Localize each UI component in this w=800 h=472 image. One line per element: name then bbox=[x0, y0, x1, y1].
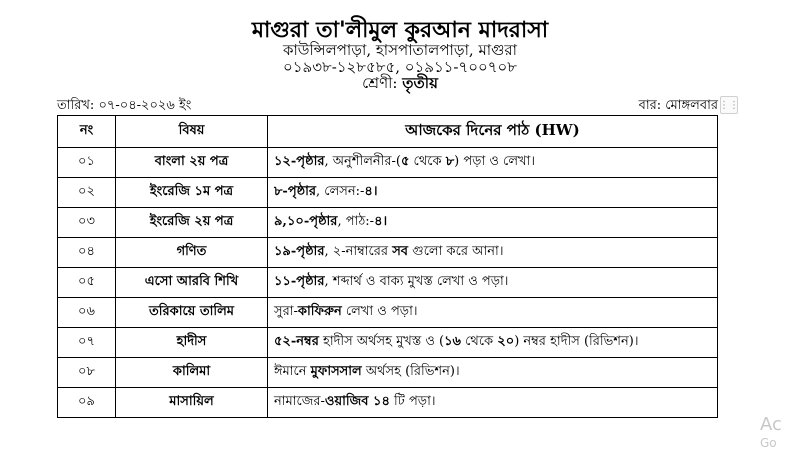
lesson-segment: মুফাসসাল bbox=[310, 364, 362, 379]
school-title: মাগুরা তা'লীমুল কুরআন মাদরাসা bbox=[251, 17, 549, 43]
lesson-segment: , লেসন:- bbox=[316, 184, 365, 199]
school-address: কাউন্সিলপাড়া, হাসপাতালপাড়া, মাগুরা bbox=[282, 41, 518, 60]
lesson-segment: ১৯-পৃষ্ঠার bbox=[274, 244, 325, 259]
watermark-line-1: Ac bbox=[760, 414, 782, 435]
row-lesson bbox=[268, 328, 718, 358]
lesson-segment: থেকে bbox=[409, 154, 446, 169]
watermark-line-2: Go bbox=[760, 435, 777, 450]
table-row bbox=[58, 238, 718, 268]
table-row bbox=[58, 268, 718, 298]
class-value: তৃতীয় bbox=[402, 74, 438, 93]
lesson-segment: , অনুশীলনীর-( bbox=[324, 154, 401, 169]
row-number: ০৫ bbox=[58, 268, 116, 298]
table-row bbox=[58, 148, 718, 178]
table-row bbox=[58, 208, 718, 238]
lesson-segment: ৮-পৃষ্ঠার bbox=[274, 184, 317, 199]
lesson-segment: টি পড়া। bbox=[389, 394, 436, 409]
table-row bbox=[58, 298, 718, 328]
lesson-segment: কাফিরুন bbox=[297, 304, 342, 319]
lesson-segment: , পাঠ:- bbox=[337, 214, 375, 229]
row-number: ০৩ bbox=[58, 208, 116, 238]
row-subject: ইংরেজি ২য় পত্র bbox=[116, 208, 268, 238]
lesson-segment: ৪। bbox=[364, 184, 378, 199]
row-number: ০৪ bbox=[58, 238, 116, 268]
row-subject: কালিমা bbox=[116, 358, 268, 388]
class-label: শ্রেণী: bbox=[362, 74, 398, 93]
lesson-segment: লেখা ও পড়া। bbox=[341, 304, 418, 319]
row-lesson bbox=[268, 358, 718, 388]
lesson-segment: সব bbox=[392, 244, 409, 259]
row-number: ০২ bbox=[58, 178, 116, 208]
lesson-segment: ১৬ bbox=[444, 334, 461, 349]
row-subject: গণিত bbox=[116, 238, 268, 268]
drag-grip-icon[interactable]: ⋮⋮ bbox=[720, 96, 738, 114]
row-number: ০৭ bbox=[58, 328, 116, 358]
row-lesson bbox=[268, 238, 718, 268]
day-text: বার: মোঙ্গলবার bbox=[638, 98, 718, 113]
row-subject: এসো আরবি শিখি bbox=[116, 268, 268, 298]
row-subject: হাদীস bbox=[116, 328, 268, 358]
lesson-segment: ) নম্বর হাদীস (রিভিশন)। bbox=[514, 334, 639, 349]
header-lesson: আজকের দিনের পাঠ (HW) bbox=[268, 116, 718, 148]
table-row bbox=[58, 358, 718, 388]
table-body bbox=[58, 148, 718, 418]
lesson-segment: হাদীস অর্থসহ মুখস্ত ও ( bbox=[318, 334, 445, 349]
lesson-segment: সুরা- bbox=[274, 304, 298, 319]
row-number: ০৮ bbox=[58, 358, 116, 388]
row-lesson bbox=[268, 298, 718, 328]
activation-watermark bbox=[760, 414, 782, 450]
lesson-segment: ৪। bbox=[374, 214, 388, 229]
header-subject: বিষয় bbox=[116, 116, 268, 148]
lesson-segment: থেকে bbox=[461, 334, 498, 349]
table-row bbox=[58, 328, 718, 358]
lesson-segment: ৯,১০-পৃষ্ঠার bbox=[274, 214, 338, 229]
row-lesson bbox=[268, 268, 718, 298]
row-lesson bbox=[268, 148, 718, 178]
row-subject: মাসায়িল bbox=[116, 388, 268, 418]
table-row bbox=[58, 388, 718, 418]
document-header bbox=[0, 18, 800, 92]
lesson-segment: ১২-পৃষ্ঠার bbox=[274, 154, 325, 169]
lesson-segment: নামাজের- bbox=[274, 394, 325, 409]
lesson-segment: ঈমানে bbox=[274, 364, 311, 379]
lesson-segment: ১১-পৃষ্ঠার bbox=[274, 274, 325, 289]
lesson-segment: গুলো করে আনা। bbox=[408, 244, 504, 259]
row-lesson bbox=[268, 178, 718, 208]
class-line bbox=[0, 75, 800, 92]
row-subject: ইংরেজি ১ম পত্র bbox=[116, 178, 268, 208]
lesson-segment: ৫২-নম্বর bbox=[274, 334, 319, 349]
row-subject: বাংলা ২য় পত্র bbox=[116, 148, 268, 178]
lesson-segment: ) পড়া ও লেখা। bbox=[454, 154, 535, 169]
row-number: ০৬ bbox=[58, 298, 116, 328]
row-number: ০১ bbox=[58, 148, 116, 178]
table-header-row bbox=[58, 116, 718, 148]
lesson-segment: ৫ bbox=[400, 154, 410, 169]
row-subject: তরিকায়ে তালিম bbox=[116, 298, 268, 328]
table-row bbox=[58, 178, 718, 208]
date-text: তারিখ: ০৭-০৪-২০২৬ ইং bbox=[57, 98, 192, 113]
lesson-segment: ওয়াজিব ১৪ bbox=[324, 394, 390, 409]
homework-table bbox=[57, 115, 718, 418]
row-number: ০৯ bbox=[58, 388, 116, 418]
school-phones: ০১৯৩৮-১২৮৫৮৫, ০১৯১১-৭০০৭০৮ bbox=[283, 57, 517, 76]
lesson-segment: অর্থসহ (রিভিশন)। bbox=[361, 364, 460, 379]
header-no: নং bbox=[58, 116, 116, 148]
lesson-segment: , শব্দার্থ ও বাক্য মুখস্ত লেখা ও পড়া। bbox=[324, 274, 509, 289]
lesson-segment: ২০ bbox=[497, 334, 515, 349]
meta-row bbox=[57, 96, 718, 114]
lesson-segment: , ২-নাম্বারের bbox=[324, 244, 393, 259]
row-lesson bbox=[268, 208, 718, 238]
lesson-segment: ৮ bbox=[445, 154, 455, 169]
row-lesson bbox=[268, 388, 718, 418]
